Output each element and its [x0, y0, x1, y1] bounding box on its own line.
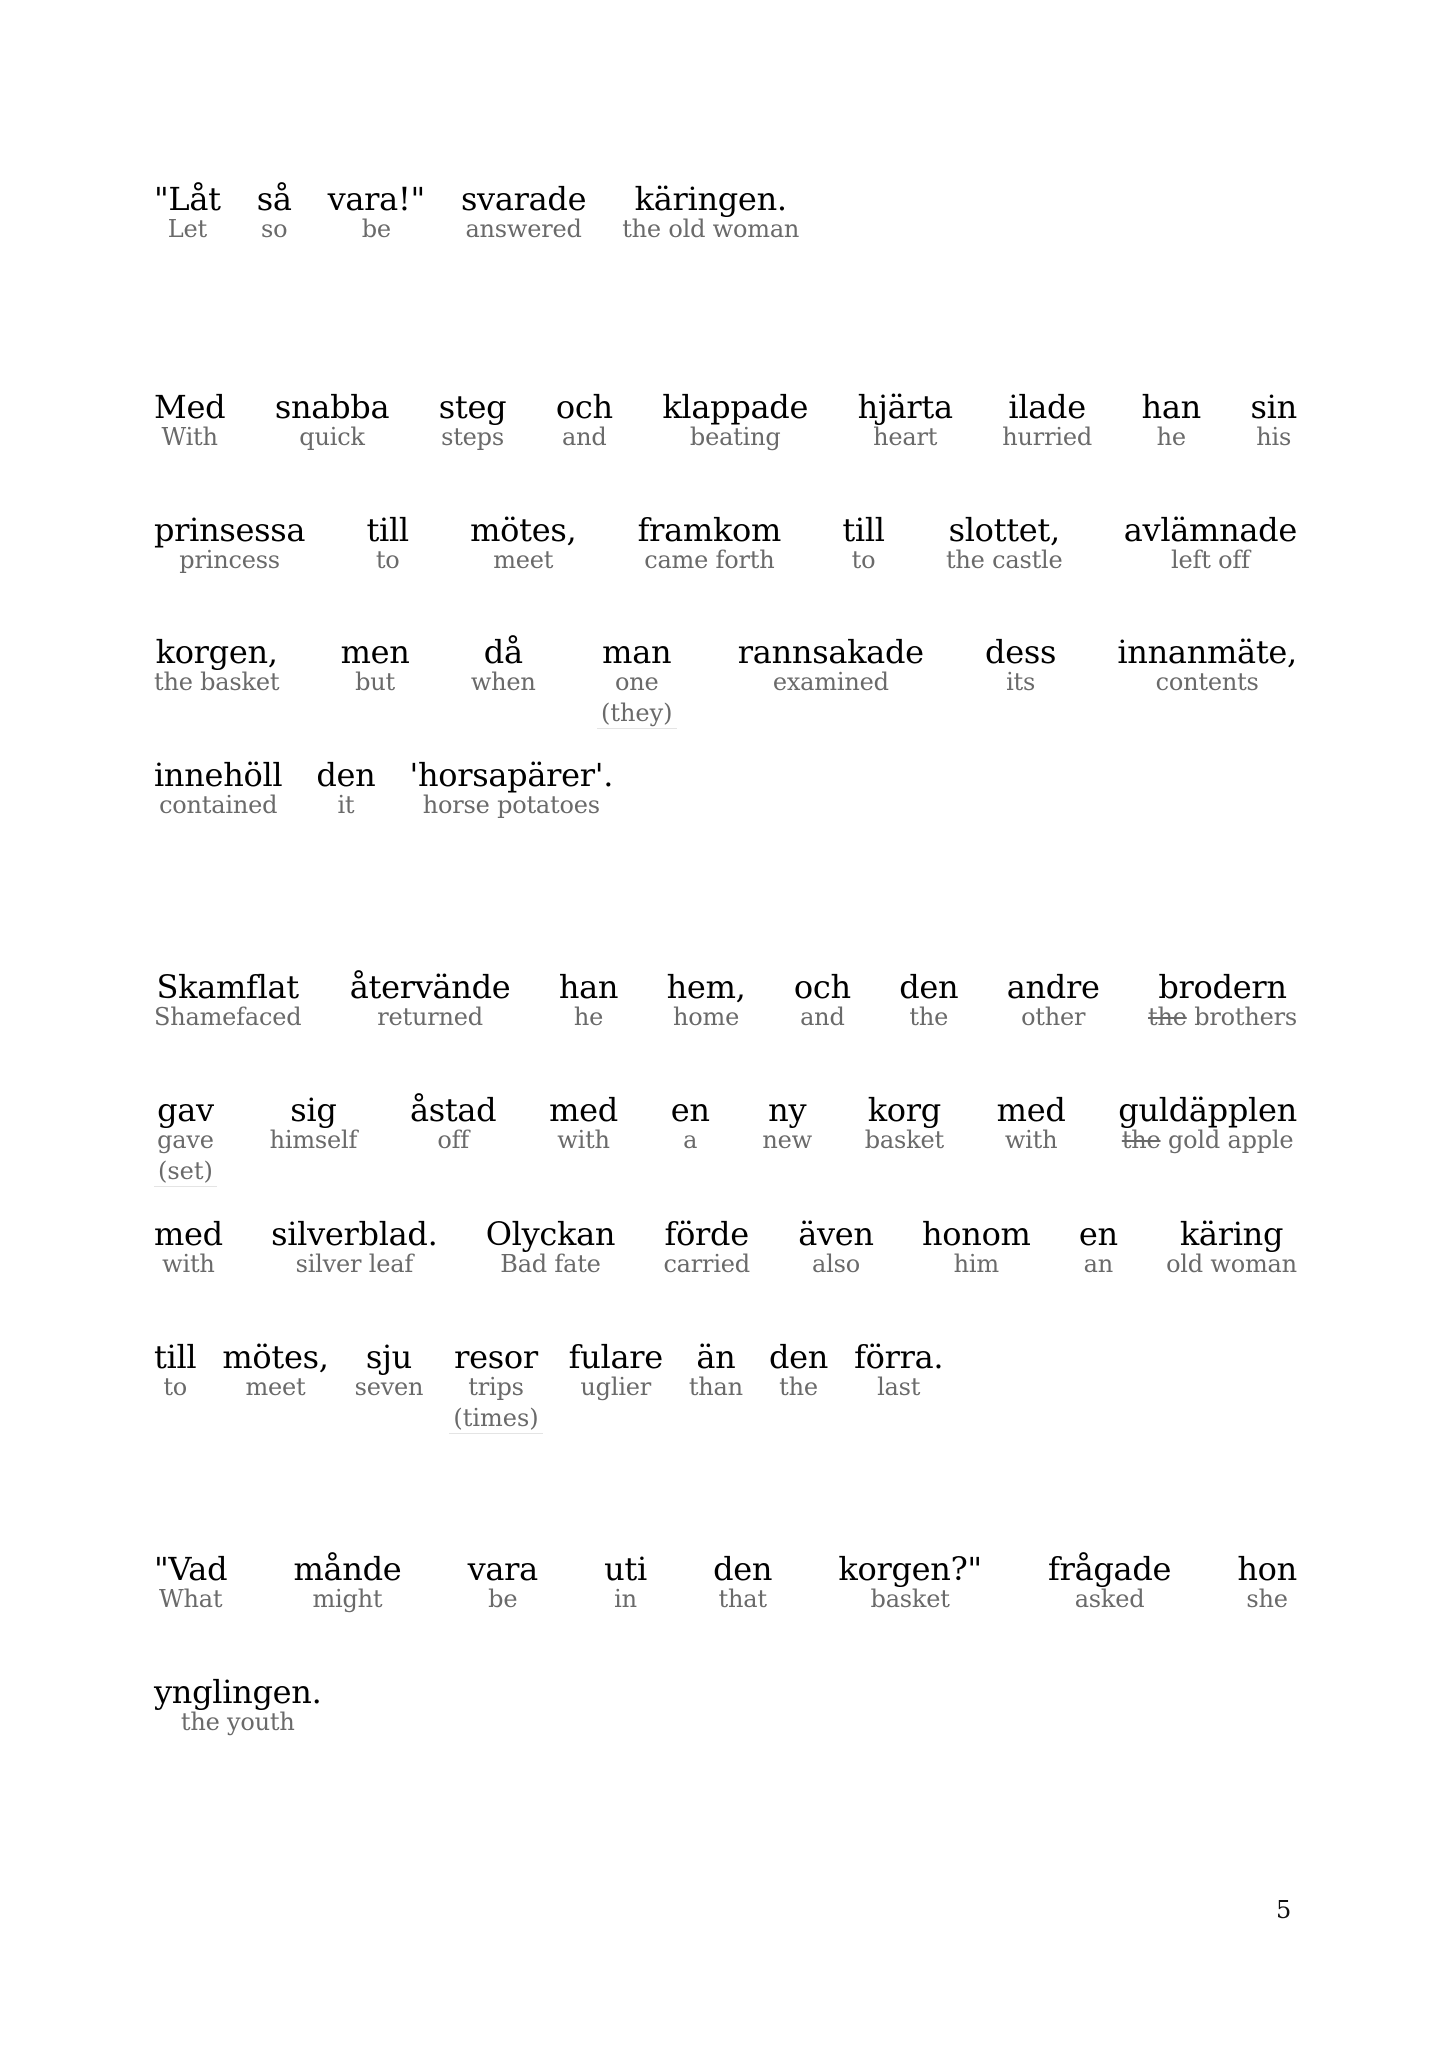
interlinear-line	[154, 1339, 1297, 1434]
word-group	[569, 1339, 663, 1403]
page-number: 5	[1276, 1896, 1292, 1924]
word-group	[470, 512, 576, 576]
english-gloss: when	[470, 668, 536, 696]
english-gloss: other	[1021, 1003, 1086, 1031]
swedish-word: även	[798, 1215, 874, 1253]
swedish-word: käringen.	[634, 180, 787, 218]
word-group	[154, 1216, 223, 1280]
english-gloss: she	[1246, 1585, 1288, 1613]
word-group	[604, 1551, 647, 1615]
english-gloss: he	[1156, 423, 1186, 451]
word-group	[663, 1216, 750, 1280]
word-group	[154, 757, 282, 821]
swedish-word: åstad	[409, 1091, 497, 1129]
interlinear-line	[154, 181, 1297, 245]
english-gloss: horse potatoes	[422, 791, 600, 819]
word-group	[471, 634, 536, 698]
english-gloss: in	[614, 1585, 637, 1613]
swedish-word: Med	[154, 388, 226, 426]
swedish-word: till	[154, 1338, 197, 1376]
english-gloss: with	[162, 1250, 215, 1278]
swedish-word: klappade	[662, 388, 809, 426]
english-gloss: one	[614, 668, 659, 696]
word-group	[468, 1551, 538, 1615]
english-gloss: the basket	[154, 668, 280, 696]
interlinear-line	[154, 634, 1297, 729]
swedish-word: "Låt	[154, 180, 221, 218]
gloss-alternative: (set)	[154, 1156, 217, 1187]
swedish-word: men	[340, 633, 410, 671]
word-group	[154, 1092, 217, 1187]
gloss-alternative: (they)	[597, 698, 677, 729]
english-gloss: and	[800, 1003, 845, 1031]
interlinear-line	[154, 512, 1297, 576]
word-group	[1166, 1216, 1297, 1280]
word-group	[293, 1551, 401, 1615]
word-group	[769, 1339, 828, 1403]
swedish-word: slottet,	[948, 511, 1060, 549]
word-group	[1251, 389, 1297, 453]
english-gloss: With	[161, 423, 218, 451]
english-gloss: be	[361, 215, 391, 243]
english-gloss: also	[812, 1250, 860, 1278]
swedish-word: framkom	[637, 511, 782, 549]
swedish-word: "Vad	[154, 1550, 228, 1588]
english-gloss: an	[1083, 1250, 1114, 1278]
english-gloss: silver leaf	[295, 1250, 413, 1278]
word-group	[154, 1339, 196, 1403]
word-group	[271, 1216, 437, 1280]
english-gloss: last	[877, 1373, 921, 1401]
swedish-word: än	[696, 1338, 736, 1376]
word-group	[154, 181, 221, 245]
english-gloss: returned	[377, 1003, 483, 1031]
word-group	[1237, 1551, 1297, 1615]
english-gloss: but	[355, 668, 396, 696]
english-gloss: might	[312, 1585, 383, 1613]
swedish-word: korg	[867, 1091, 941, 1129]
english-gloss: heart	[873, 423, 938, 451]
interlinear-line	[154, 389, 1297, 453]
gloss-text: brothers	[1194, 1003, 1297, 1031]
swedish-word: vara!"	[327, 180, 425, 218]
english-gloss: and	[562, 423, 607, 451]
word-group	[762, 1092, 812, 1156]
swedish-word: då	[483, 633, 523, 671]
english-gloss: to	[851, 546, 876, 574]
english-gloss: off	[437, 1126, 469, 1154]
word-group	[154, 969, 301, 1033]
interlinear-line	[154, 1674, 1297, 1738]
word-group	[350, 969, 511, 1033]
english-gloss: contained	[159, 791, 278, 819]
english-gloss: basket	[870, 1585, 950, 1613]
english-gloss: so	[260, 215, 288, 243]
swedish-word: den	[713, 1550, 773, 1588]
english-gloss: with	[1004, 1126, 1058, 1154]
word-group	[1002, 389, 1092, 453]
word-group	[671, 1092, 710, 1156]
swedish-word: ynglingen.	[154, 1673, 322, 1711]
swedish-word: hem,	[666, 968, 746, 1006]
word-group	[257, 181, 292, 245]
swedish-word: gav	[157, 1091, 214, 1129]
swedish-word: han	[558, 968, 619, 1006]
english-gloss: quick	[299, 423, 365, 451]
swedish-word: sin	[1250, 388, 1297, 426]
word-group	[865, 1092, 944, 1156]
word-group	[1048, 1551, 1171, 1615]
swedish-word: månde	[293, 1550, 402, 1588]
english-gloss: carried	[663, 1250, 750, 1278]
swedish-word: avlämnade	[1123, 511, 1297, 549]
english-gloss	[1148, 1002, 1297, 1033]
english-gloss: gave	[157, 1126, 214, 1154]
swedish-word: andre	[1006, 968, 1100, 1006]
english-gloss: its	[1006, 668, 1036, 696]
word-group	[410, 1092, 496, 1156]
english-gloss: steps	[441, 423, 504, 451]
word-group	[838, 1551, 981, 1615]
word-group	[439, 389, 507, 453]
word-group	[858, 389, 953, 453]
swedish-word: den	[316, 756, 376, 794]
swedish-word: sju	[365, 1338, 412, 1376]
swedish-word: rannsakade	[737, 633, 924, 671]
interlinear-line	[154, 1216, 1297, 1280]
word-group	[689, 1339, 743, 1403]
english-gloss: the youth	[180, 1708, 295, 1736]
english-gloss: him	[953, 1250, 999, 1278]
english-gloss: himself	[269, 1126, 358, 1154]
english-gloss: Bad fate	[500, 1250, 601, 1278]
english-gloss	[1122, 1125, 1294, 1156]
word-group	[1148, 969, 1297, 1033]
english-gloss: came forth	[644, 546, 775, 574]
english-gloss: trips	[468, 1373, 524, 1401]
word-group	[549, 1092, 618, 1156]
word-group	[222, 1339, 328, 1403]
swedish-word: han	[1141, 388, 1201, 426]
word-group	[597, 634, 677, 729]
word-group	[842, 512, 884, 576]
swedish-word: den	[768, 1338, 829, 1376]
word-group	[461, 181, 586, 245]
struck-gloss-word: the	[1121, 1126, 1161, 1154]
swedish-word: man	[602, 633, 672, 671]
english-gloss: beating	[689, 423, 781, 451]
word-group	[713, 1551, 772, 1615]
word-group	[1118, 1092, 1297, 1156]
swedish-word: med	[549, 1091, 618, 1129]
swedish-word: svarade	[460, 180, 587, 218]
swedish-word: sig	[290, 1091, 337, 1129]
word-group	[270, 1092, 358, 1156]
swedish-word: brodern	[1158, 968, 1287, 1006]
word-group	[341, 634, 410, 698]
interlinear-line	[154, 1092, 1297, 1187]
gloss-alternative: (times)	[449, 1403, 542, 1434]
word-group	[154, 634, 279, 698]
swedish-word: ny	[768, 1091, 807, 1129]
english-gloss: Let	[167, 215, 207, 243]
word-group	[366, 512, 408, 576]
swedish-word: hon	[1237, 1550, 1297, 1588]
interlinear-line	[154, 757, 1297, 821]
word-group	[449, 1339, 542, 1434]
english-gloss: basket	[864, 1126, 944, 1154]
swedish-word: mötes,	[470, 511, 577, 549]
english-gloss: the	[909, 1003, 949, 1031]
swedish-word: resor	[454, 1338, 538, 1376]
word-group	[316, 757, 375, 821]
english-gloss: a	[683, 1126, 698, 1154]
english-gloss: seven	[354, 1373, 424, 1401]
english-gloss: to	[375, 546, 400, 574]
swedish-word: mötes,	[222, 1338, 329, 1376]
swedish-word: korgen?"	[838, 1550, 982, 1588]
english-gloss: uglier	[580, 1373, 652, 1401]
english-gloss: meet	[493, 546, 554, 574]
english-gloss: be	[488, 1585, 518, 1613]
english-gloss: What	[158, 1585, 223, 1613]
word-group	[1124, 512, 1297, 576]
english-gloss: it	[337, 791, 355, 819]
swedish-word: hjärta	[857, 388, 953, 426]
word-group	[1117, 634, 1297, 698]
interlinear-line	[154, 969, 1297, 1033]
swedish-word: så	[256, 180, 292, 218]
english-gloss: left off	[1171, 546, 1250, 574]
english-gloss: the old woman	[622, 215, 800, 243]
word-group	[275, 389, 389, 453]
word-group	[946, 512, 1063, 576]
swedish-word: förra.	[854, 1338, 944, 1376]
swedish-word: snabba	[274, 388, 390, 426]
gloss-text: gold apple	[1167, 1126, 1294, 1154]
swedish-word: en	[1078, 1215, 1118, 1253]
swedish-word: guldäpplen	[1118, 1091, 1297, 1129]
word-group	[854, 1339, 943, 1403]
swedish-word: uti	[604, 1550, 647, 1588]
word-group	[1007, 969, 1100, 1033]
swedish-word: med	[996, 1091, 1066, 1129]
english-gloss: with	[557, 1126, 610, 1154]
english-gloss: asked	[1074, 1585, 1145, 1613]
swedish-word: silverblad.	[271, 1215, 438, 1253]
word-group	[1142, 389, 1201, 453]
swedish-word: steg	[438, 388, 507, 426]
swedish-word: återvände	[349, 968, 511, 1006]
english-gloss: than	[688, 1373, 743, 1401]
word-group	[622, 181, 799, 245]
english-gloss: the castle	[945, 546, 1063, 574]
word-group	[486, 1216, 615, 1280]
english-gloss: Shamefaced	[154, 1003, 302, 1031]
swedish-word: innanmäte,	[1117, 633, 1297, 671]
swedish-word: och	[555, 388, 613, 426]
word-group	[997, 1092, 1066, 1156]
word-group	[154, 512, 305, 576]
word-group	[355, 1339, 424, 1403]
swedish-word: till	[366, 511, 409, 549]
word-group	[1079, 1216, 1118, 1280]
swedish-word: fulare	[568, 1338, 663, 1376]
interlinear-line	[154, 1551, 1297, 1615]
word-group	[798, 1216, 874, 1280]
word-group	[985, 634, 1056, 698]
swedish-word: Olyckan	[485, 1215, 616, 1253]
swedish-word: honom	[922, 1215, 1031, 1253]
swedish-word: innehöll	[154, 756, 283, 794]
swedish-word: frågade	[1048, 1550, 1172, 1588]
swedish-word: käring	[1179, 1215, 1284, 1253]
swedish-word: och	[793, 968, 851, 1006]
swedish-word: förde	[664, 1215, 749, 1253]
english-gloss: contents	[1155, 668, 1259, 696]
word-group	[662, 389, 808, 453]
english-gloss: meet	[245, 1373, 306, 1401]
word-group	[667, 969, 746, 1033]
swedish-word: 'horsapärer'.	[409, 756, 614, 794]
english-gloss: new	[762, 1126, 813, 1154]
swedish-word: med	[154, 1215, 223, 1253]
swedish-word: ilade	[1008, 388, 1086, 426]
word-group	[922, 1216, 1031, 1280]
english-gloss: answered	[465, 215, 582, 243]
english-gloss: home	[673, 1003, 740, 1031]
english-gloss: old woman	[1166, 1250, 1297, 1278]
english-gloss: hurried	[1002, 423, 1092, 451]
swedish-word: till	[842, 511, 885, 549]
english-gloss: to	[163, 1373, 188, 1401]
swedish-word: dess	[985, 633, 1057, 671]
word-group	[409, 757, 613, 821]
word-group	[738, 634, 924, 698]
swedish-word: Skamflat	[156, 968, 299, 1006]
english-gloss: that	[718, 1585, 767, 1613]
word-group	[556, 389, 613, 453]
swedish-word: den	[899, 968, 959, 1006]
word-group	[154, 1674, 321, 1738]
word-group	[794, 969, 851, 1033]
english-gloss: princess	[179, 546, 280, 574]
word-group	[328, 181, 425, 245]
swedish-word: prinsessa	[154, 511, 306, 549]
swedish-word: en	[670, 1091, 710, 1129]
english-gloss: his	[1256, 423, 1292, 451]
swedish-word: korgen,	[155, 633, 278, 671]
word-group	[559, 969, 618, 1033]
word-group	[638, 512, 781, 576]
struck-gloss-word: the	[1148, 1003, 1187, 1031]
word-group	[154, 1551, 227, 1615]
word-group	[899, 969, 958, 1033]
word-group	[154, 389, 225, 453]
english-gloss: he	[573, 1003, 604, 1031]
english-gloss: the	[779, 1373, 818, 1401]
swedish-word: vara	[467, 1550, 538, 1588]
english-gloss: examined	[772, 668, 889, 696]
